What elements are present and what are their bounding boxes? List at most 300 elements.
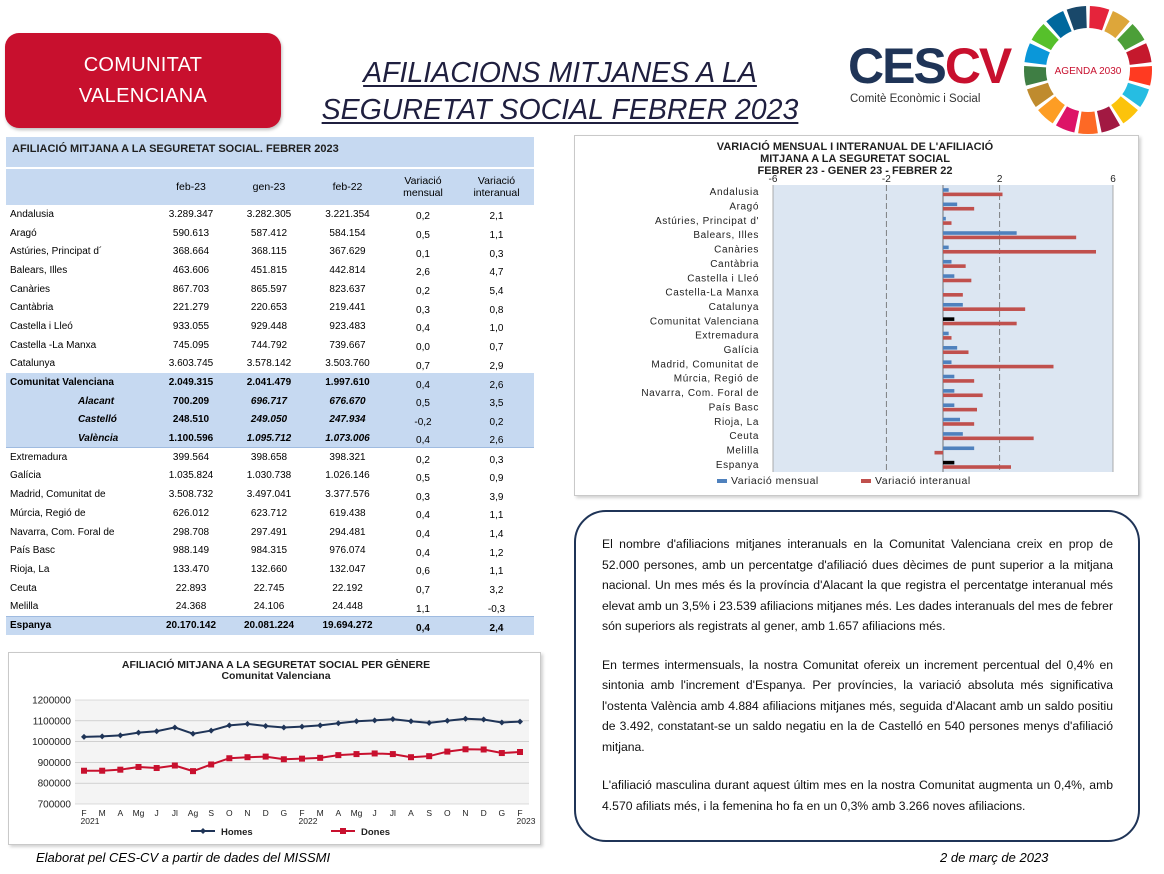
table-row — [6, 467, 534, 486]
x-tick-label: F — [81, 808, 87, 818]
commentary-paragraph-3: L'afiliació masculina durant aquest últim mes en la nostra Comunitat augmenta un 0,4%, amb 4.570 afiliats més, i la femenina ho fa en un 0,3% amb 3.266 noves afiliacions. — [602, 778, 1113, 813]
cell-feb23: 988.149 — [172, 545, 210, 557]
legend-label-mensual: Variació mensual — [731, 475, 819, 487]
sdg-segment — [1129, 66, 1152, 86]
bar-interanual — [943, 336, 952, 340]
title-line-2: SEGURETAT SOCIAL FEBRER 2023 — [321, 94, 799, 126]
cell-interanual: 1,4 — [489, 529, 504, 541]
x-tick-label: Ag — [187, 808, 199, 818]
data-point-dones — [99, 768, 105, 774]
data-point-dones — [408, 754, 414, 760]
table-row — [6, 336, 534, 355]
cell-gen23: 3.497.041 — [246, 489, 292, 501]
cell-region: Canàries — [10, 283, 51, 295]
cell-feb22: 619.438 — [329, 507, 366, 519]
x-tick-label: O — [444, 808, 451, 818]
cell-gen23: 249.050 — [250, 414, 288, 426]
bar-mensual — [943, 188, 949, 192]
table-row — [6, 579, 534, 598]
data-point-dones — [226, 755, 232, 761]
x-tick-label: -2 — [881, 174, 891, 185]
cell-interanual: 2,6 — [489, 435, 504, 447]
bar-mensual — [943, 260, 952, 264]
legend-marker-dones — [340, 828, 346, 834]
cell-feb23: 867.703 — [172, 283, 210, 295]
chart-title-line: FEBRER 23 - GENER 23 - FEBRER 22 — [757, 165, 953, 177]
cell-region: Cantàbria — [10, 302, 54, 314]
cell-region: Alacant — [78, 395, 115, 407]
x-tick-label: N — [244, 808, 251, 818]
cell-feb22: 219.441 — [329, 302, 366, 314]
table-row — [6, 541, 534, 560]
cell-feb22: 823.637 — [329, 283, 366, 295]
category-label: Cantàbria — [710, 258, 759, 270]
category-label: Astúries, Principat d' — [654, 215, 759, 227]
cell-mensual: 0,2 — [416, 211, 430, 223]
cell-interanual: 3,5 — [489, 398, 504, 410]
table-header-row — [6, 169, 534, 205]
cell-feb22: 367.629 — [329, 246, 366, 258]
region-badge — [5, 33, 281, 128]
cell-gen23: 398.658 — [230, 448, 308, 467]
cell-mensual: 0,4 — [387, 616, 459, 635]
bar-mensual — [943, 346, 957, 350]
cell-feb22: 22.192 — [332, 582, 363, 594]
legend-label-homes: Homes — [221, 827, 253, 838]
category-label: Espanya — [715, 459, 759, 471]
bar-interanual — [943, 437, 1034, 441]
gender-line-chart — [8, 652, 541, 845]
cell-gen23: 984.315 — [250, 545, 288, 557]
cell-region: València — [78, 432, 119, 444]
cell-mensual: 0,4 — [416, 323, 430, 335]
logo-text-accent: CV — [944, 38, 1011, 94]
table-row — [6, 242, 534, 261]
cell-region: Navarra, Com. Foral de — [10, 526, 115, 538]
agenda-2030-logo — [1018, 3, 1158, 137]
bar-interanual — [943, 465, 1011, 469]
bar-interanual — [943, 293, 963, 297]
data-point-dones — [517, 749, 523, 755]
cell-feb22: 398.321 — [308, 448, 387, 467]
cell-region: Rioja, La — [10, 563, 50, 575]
cell-feb23: 590.613 — [172, 227, 210, 239]
cell-mensual: 0,7 — [416, 360, 430, 372]
cell-gen23: 587.412 — [250, 227, 288, 239]
table-row — [6, 205, 534, 224]
header-feb22: feb-22 — [332, 181, 363, 193]
chart-title-line: MITJANA A LA SEGURETAT SOCIAL — [760, 153, 950, 165]
bar-interanual — [943, 221, 952, 225]
cell-gen23: 1.030.738 — [246, 470, 292, 482]
bar-interanual — [943, 393, 983, 397]
data-point-dones — [136, 764, 142, 770]
bar-mensual — [943, 461, 954, 465]
sdg-segment — [1024, 66, 1047, 86]
table-row — [6, 298, 534, 317]
cell-gen23: 24.106 — [253, 601, 285, 613]
ces-cv-logo — [848, 38, 1018, 108]
data-point-dones — [317, 755, 323, 761]
x-tick-label: F — [517, 808, 523, 818]
table-row — [6, 523, 534, 542]
cell-interanual: -0,3 — [487, 603, 506, 615]
cell-region: Madrid, Comunitat de — [10, 489, 106, 501]
cell-feb22: 3.503.760 — [325, 358, 370, 370]
legend-label-dones: Dones — [361, 827, 391, 838]
data-point-dones — [281, 756, 287, 762]
bar-mensual — [943, 446, 974, 450]
bar-interanual — [943, 264, 966, 268]
category-label: Galícia — [723, 345, 759, 357]
cell-interanual: 1,0 — [489, 323, 504, 335]
y-tick-label: 1200000 — [32, 695, 71, 707]
cell-interanual: 3,9 — [489, 491, 504, 503]
cell-region: Castella i Lleó — [10, 320, 73, 332]
table-row — [6, 355, 534, 374]
cell-feb22: 19.694.272 — [308, 616, 387, 635]
cell-feb23: 20.170.142 — [152, 616, 230, 635]
x-tick-label: O — [226, 808, 233, 818]
cell-gen23: 132.660 — [250, 563, 288, 575]
x-tick-label: A — [335, 808, 342, 818]
cell-feb22: 923.483 — [329, 320, 366, 332]
x-tick-label: Jl — [171, 808, 178, 818]
data-point-dones — [426, 753, 432, 759]
x-tick-label: N — [462, 808, 469, 818]
bar-interanual — [943, 236, 1076, 240]
x-year-label: 2021 — [80, 816, 100, 826]
cell-region: Extremadura — [6, 448, 152, 467]
cell-mensual: 0,4 — [416, 547, 430, 559]
cell-region: Comunitat Valenciana — [10, 377, 114, 389]
bar-mensual — [943, 332, 949, 336]
cell-gen23: 744.792 — [250, 339, 288, 351]
cell-interanual: 1,2 — [489, 547, 504, 559]
cell-feb23: 298.708 — [172, 526, 210, 538]
category-label: Múrcia, Regió de — [673, 373, 759, 385]
affiliation-data-table — [6, 169, 534, 635]
cell-mensual: 0,4 — [416, 379, 430, 391]
cell-interanual: 5,4 — [489, 286, 504, 298]
header-feb23: feb-23 — [176, 181, 206, 193]
cell-interanual: 4,7 — [489, 267, 504, 279]
logo-subtitle: Comitè Econòmic i Social — [850, 93, 981, 105]
legend-label-interanual: Variació interanual — [875, 475, 971, 487]
category-label: Canàries — [714, 244, 759, 256]
x-tick-label: S — [426, 808, 433, 818]
cell-mensual: 0,4 — [416, 529, 430, 541]
legend-swatch-interanual — [861, 479, 871, 483]
x-tick-label: J — [154, 808, 159, 818]
cell-mensual: 0,5 — [416, 472, 430, 484]
bar-mensual — [943, 274, 954, 278]
bar-mensual — [943, 418, 960, 422]
y-tick-label: 1000000 — [32, 737, 71, 749]
bar-mensual — [943, 360, 952, 364]
cell-region: Espanya — [6, 616, 152, 635]
line-chart-title: Comunitat Valenciana — [221, 670, 331, 682]
cell-feb23: 24.368 — [175, 601, 207, 613]
table-row — [6, 485, 534, 504]
cell-feb23: 700.209 — [172, 395, 210, 407]
cell-interanual: 2,6 — [489, 379, 504, 391]
bar-interanual — [943, 207, 974, 211]
bar-mensual — [943, 217, 946, 221]
header-gen23: gen-23 — [252, 181, 286, 193]
cell-feb23: 3.603.745 — [168, 358, 214, 370]
cell-region: Aragó — [10, 227, 37, 239]
table-row — [6, 448, 534, 467]
y-tick-label: 900000 — [37, 757, 71, 769]
cell-gen23: 3.282.305 — [246, 208, 292, 220]
x-tick-label: 6 — [1110, 174, 1116, 185]
affiliation-table — [6, 137, 534, 637]
x-tick-label: D — [262, 808, 269, 818]
bar-interanual — [943, 365, 1054, 369]
category-label: Melilla — [726, 445, 759, 457]
bar-interanual — [943, 250, 1096, 254]
cell-region: Astúries, Principat d´ — [10, 246, 103, 258]
cell-mensual: 0,3 — [416, 491, 430, 503]
category-label: Catalunya — [708, 301, 759, 313]
data-point-dones — [190, 768, 196, 774]
footer-date: 2 de març de 2023 — [940, 850, 1049, 865]
cell-mensual: 0,3 — [416, 304, 430, 316]
line-chart-title: AFILIACIÓ MITJANA A LA SEGURETAT SOCIAL PER GÈNERE — [121, 659, 431, 671]
cell-feb22: 976.074 — [329, 545, 366, 557]
cell-feb22: 739.667 — [329, 339, 366, 351]
cell-region: Catalunya — [10, 358, 56, 370]
cell-feb22: 24.448 — [332, 601, 363, 613]
cell-feb23: 1.100.596 — [168, 432, 214, 444]
x-tick-label: -6 — [768, 174, 778, 185]
category-label: Navarra, Com. Foral de — [641, 388, 759, 400]
commentary-panel — [574, 510, 1140, 842]
cell-mensual: 0,5 — [416, 230, 430, 242]
table-row — [6, 597, 534, 616]
cell-gen23: 1.095.712 — [246, 432, 292, 444]
legend-marker-homes — [200, 828, 206, 834]
cell-gen23: 20.081.224 — [230, 616, 308, 635]
x-tick-label: 2 — [996, 174, 1003, 185]
data-point-dones — [172, 763, 178, 769]
data-point-dones — [208, 761, 214, 767]
x-tick-label: S — [208, 808, 215, 818]
cell-gen23: 220.653 — [250, 302, 288, 314]
table-row — [6, 504, 534, 523]
cell-region: Múrcia, Regió de — [10, 507, 86, 519]
bar-chart-svg — [575, 136, 1138, 495]
cell-feb22: 132.047 — [329, 563, 366, 575]
cell-interanual: 3,2 — [489, 585, 504, 597]
bar-mensual — [943, 246, 949, 250]
cell-mensual: 0,7 — [416, 585, 430, 597]
header-interanual: Variació interanual — [473, 175, 520, 199]
cell-region: Galícia — [10, 470, 42, 482]
cell-region: País Basc — [10, 545, 56, 557]
cell-feb23: 745.095 — [172, 339, 210, 351]
data-point-dones — [335, 752, 341, 758]
cell-region: Melilla — [10, 601, 39, 613]
cell-mensual: 0,2 — [416, 286, 430, 298]
cell-feb22: 3.221.354 — [325, 208, 370, 220]
category-label: Andalusia — [709, 187, 759, 199]
line-chart-svg — [9, 653, 540, 844]
legend-swatch-mensual — [717, 479, 727, 483]
cell-feb23: 368.664 — [172, 246, 210, 258]
region-line-2: VALENCIANA — [78, 84, 208, 107]
cell-region: Ceuta — [10, 582, 37, 594]
category-label: País Basc — [708, 402, 759, 414]
bar-interanual — [943, 350, 969, 354]
logo-text: CES — [848, 38, 945, 94]
cell-mensual: 1,1 — [416, 603, 430, 615]
cell-gen23: 865.597 — [250, 283, 288, 295]
category-label: Ceuta — [729, 431, 759, 443]
bar-interanual — [943, 408, 977, 412]
data-point-dones — [117, 767, 123, 773]
table-row — [6, 560, 534, 579]
cell-gen23: 368.115 — [251, 246, 287, 258]
cell-mensual: 0,2 — [387, 448, 459, 467]
cell-mensual: 0,4 — [416, 510, 430, 522]
x-tick-label: J — [372, 808, 377, 818]
bar-interanual — [943, 279, 971, 283]
cell-feb23: 626.012 — [172, 507, 210, 519]
category-label: Rioja, La — [714, 416, 759, 428]
cell-interanual: 1,1 — [489, 230, 504, 242]
x-year-label: 2022 — [298, 816, 318, 826]
x-year-label: 2023 — [516, 816, 536, 826]
data-point-dones — [154, 765, 160, 771]
cell-interanual: 0,2 — [489, 416, 504, 428]
cell-interanual: 2,4 — [459, 616, 534, 635]
page-title — [300, 55, 820, 129]
data-point-dones — [390, 751, 396, 757]
category-label: Castella-La Manxa — [665, 287, 759, 299]
cell-gen23: 623.712 — [250, 507, 288, 519]
y-tick-label: 1100000 — [32, 716, 71, 728]
bar-interanual — [943, 422, 974, 426]
y-tick-label: 800000 — [37, 778, 71, 790]
cell-mensual: 2,6 — [416, 267, 430, 279]
x-tick-label: M — [316, 808, 324, 818]
table-row — [6, 280, 534, 299]
cell-interanual: 1,1 — [489, 566, 504, 578]
table-row — [6, 224, 534, 243]
y-tick-label: 700000 — [37, 799, 71, 811]
x-tick-label: D — [480, 808, 487, 818]
cell-gen23: 696.717 — [250, 395, 288, 407]
cell-feb23: 22.893 — [175, 582, 207, 594]
x-tick-label: Mg — [350, 808, 363, 818]
bar-mensual — [943, 289, 944, 293]
cell-feb22: 1.026.146 — [325, 470, 370, 482]
cell-mensual: 0,4 — [416, 435, 430, 447]
cell-region: Castella -La Manxa — [10, 339, 97, 351]
chart-title-line: VARIACIÓ MENSUAL I INTERANUAL DE L'AFILIACIÓ — [716, 141, 994, 153]
bar-mensual — [943, 375, 954, 379]
province-row — [6, 411, 534, 430]
table-row — [6, 261, 534, 280]
x-tick-label: Mg — [132, 808, 145, 818]
bar-mensual — [943, 432, 963, 436]
bar-mensual — [943, 317, 954, 321]
bar-mensual — [943, 303, 963, 307]
bar-interanual — [943, 379, 974, 383]
cell-interanual: 0,3 — [459, 448, 534, 467]
sdg-segment — [1078, 111, 1098, 134]
cell-feb23: 463.606 — [172, 264, 210, 276]
cell-gen23: 2.041.479 — [246, 377, 292, 389]
x-tick-label: G — [498, 808, 506, 818]
cell-interanual: 0,9 — [489, 472, 504, 484]
x-tick-label: Jl — [389, 808, 396, 818]
cell-feb22: 584.154 — [329, 227, 366, 239]
cell-feb23: 1.035.824 — [168, 470, 214, 482]
x-tick-label: A — [117, 808, 124, 818]
cell-feb22: 676.670 — [329, 395, 366, 407]
cell-feb23: 2.049.315 — [168, 377, 214, 389]
cell-feb23: 3.289.347 — [168, 208, 214, 220]
cell-gen23: 22.745 — [253, 582, 285, 594]
bar-mensual — [943, 203, 957, 207]
agenda-label: AGENDA 2030 — [1054, 66, 1122, 77]
data-point-dones — [245, 754, 251, 760]
cell-mensual: 0,1 — [416, 248, 430, 260]
header-region — [6, 169, 152, 205]
cell-gen23: 451.815 — [250, 264, 288, 276]
cell-feb22: 1.997.610 — [325, 377, 370, 389]
x-tick-label: A — [408, 808, 414, 818]
table-row — [6, 317, 534, 336]
cell-interanual: 0,8 — [489, 304, 504, 316]
cell-feb22: 294.481 — [329, 526, 366, 538]
title-line-1: AFILIACIONS MITJANES A LA — [363, 57, 757, 89]
total-row — [6, 616, 534, 635]
cell-interanual: 0,7 — [489, 342, 504, 354]
cell-feb23: 3.508.732 — [168, 489, 214, 501]
header-mensual: Variació mensual — [403, 175, 443, 199]
data-point-dones — [299, 756, 305, 762]
province-row — [6, 392, 534, 411]
cell-region: Balears, Illes — [10, 264, 68, 276]
bar-mensual — [943, 231, 1017, 235]
cell-mensual: 0,0 — [416, 342, 430, 354]
cell-feb23: 399.564 — [152, 448, 230, 467]
cell-feb23: 221.279 — [172, 302, 210, 314]
plot-area — [75, 700, 529, 804]
category-label: Madrid, Comunitat de — [651, 359, 759, 371]
category-label: Extremadura — [695, 330, 759, 342]
cell-mensual: 0,6 — [416, 566, 430, 578]
bar-mensual — [943, 389, 954, 393]
cell-mensual: 0,5 — [416, 398, 430, 410]
x-tick-label: F — [299, 808, 305, 818]
bar-interanual — [943, 322, 1017, 326]
table-row — [6, 373, 534, 392]
cell-interanual: 1,1 — [489, 510, 504, 522]
bar-mensual — [943, 403, 954, 407]
category-label: Castella i Lleó — [687, 273, 759, 285]
table-caption: AFILIACIÓ MITJANA A LA SEGURETAT SOCIAL. FEBRER 2023 — [6, 137, 534, 169]
cell-feb23: 248.510 — [172, 414, 210, 426]
bar-interanual — [943, 193, 1003, 197]
bar-interanual — [943, 307, 1025, 311]
cell-interanual: 0,3 — [489, 248, 504, 260]
data-point-dones — [81, 768, 87, 774]
